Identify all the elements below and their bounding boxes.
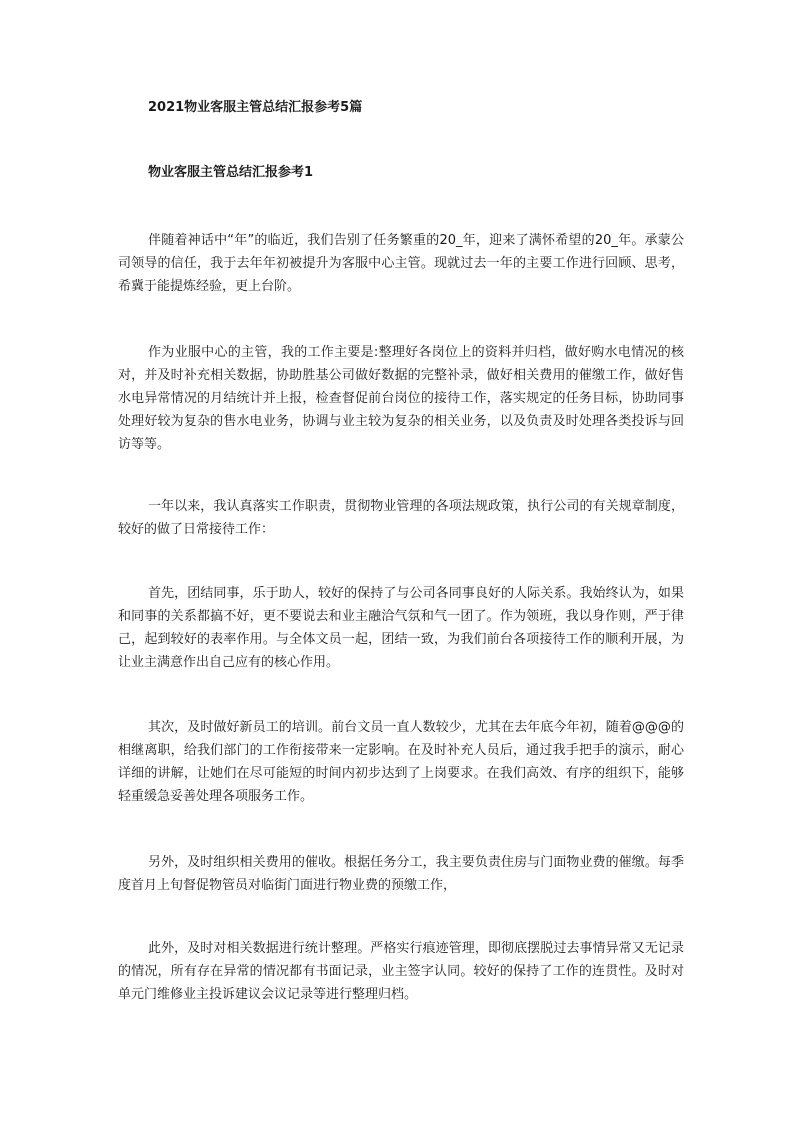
paragraph-1: 伴随着神话中“年”的临近，我们告别了任务繁重的20_年，迎来了满怀希望的20_年。承蒙公司领导的信任，我于去年年初被提升为客服中心主管。现就过去一年的主要工作进行回顾、思考，希冀于能提炼经验，更上台阶。 <box>118 233 684 294</box>
paragraph-4: 首先，团结同事，乐于助人，较好的保持了与公司各同事良好的人际关系。我始终认为，如果和同事的关系都搞不好，更不要说去和业主融洽气氛和气一团了。作为领班，我以身作则，严于律己，起到较好的表率作用。与全体文员一起，团结一致，为我们前台各项接待工作的顺利开展，为让业主满意作出自己应有的核心作用。 <box>118 586 684 670</box>
paragraph-2: 作为业服中心的主管，我的工作主要是:整理好各岗位上的资料并归档，做好购水电情况的核对，并及时补充相关数据，协助胜基公司做好数据的完整补录，做好相关费用的催缴工作，做好售水电异常情况的月结统计并上报，检查督促前台岗位的接待工作，落实规定的任务目标，协助同事处理好较为复杂的售水电业务，协调与业主较为复杂的相关业务，以及负责及时处理各类投诉与回访等等。 <box>118 345 684 452</box>
paragraph-7: 此外，及时对相关数据进行统计整理。严格实行痕迹管理，即彻底摆脱过去事情异常又无记录的情况，所有存在异常的情况都有书面记录，业主签字认同。较好的保持了工作的连贯性。及时对单元门维修业主投诉建议会议记录等进行整理归档。 <box>118 941 684 1002</box>
section-title: 物业客服主管总结汇报参考1 <box>148 165 314 180</box>
document-title: 2021物业客服主管总结汇报参考5篇 <box>148 100 363 115</box>
paragraph-5: 其次，及时做好新员工的培训。前台文员一直人数较少，尤其在去年底今年初，随着@@@的相继离职，给我们部门的工作衔接带来一定影响。在及时补充人员后，通过我手把手的演示，耐心详细的讲解，让她们在尽可能短的时间内初步达到了上岗要求。在我们高效、有序的组织下，能够轻重缓急妥善处理各项服务工作。 <box>118 720 684 804</box>
paragraph-3: 一年以来，我认真落实工作职责，贯彻物业管理的各项法规政策，执行公司的有关规章制度，较好的做了日常接待工作： <box>118 499 684 537</box>
paragraph-6: 另外，及时组织相关费用的催收。根据任务分工，我主要负责住房与门面物业费的催缴。每季度首月上旬督促物管员对临街门面进行物业费的预缴工作， <box>118 855 684 893</box>
